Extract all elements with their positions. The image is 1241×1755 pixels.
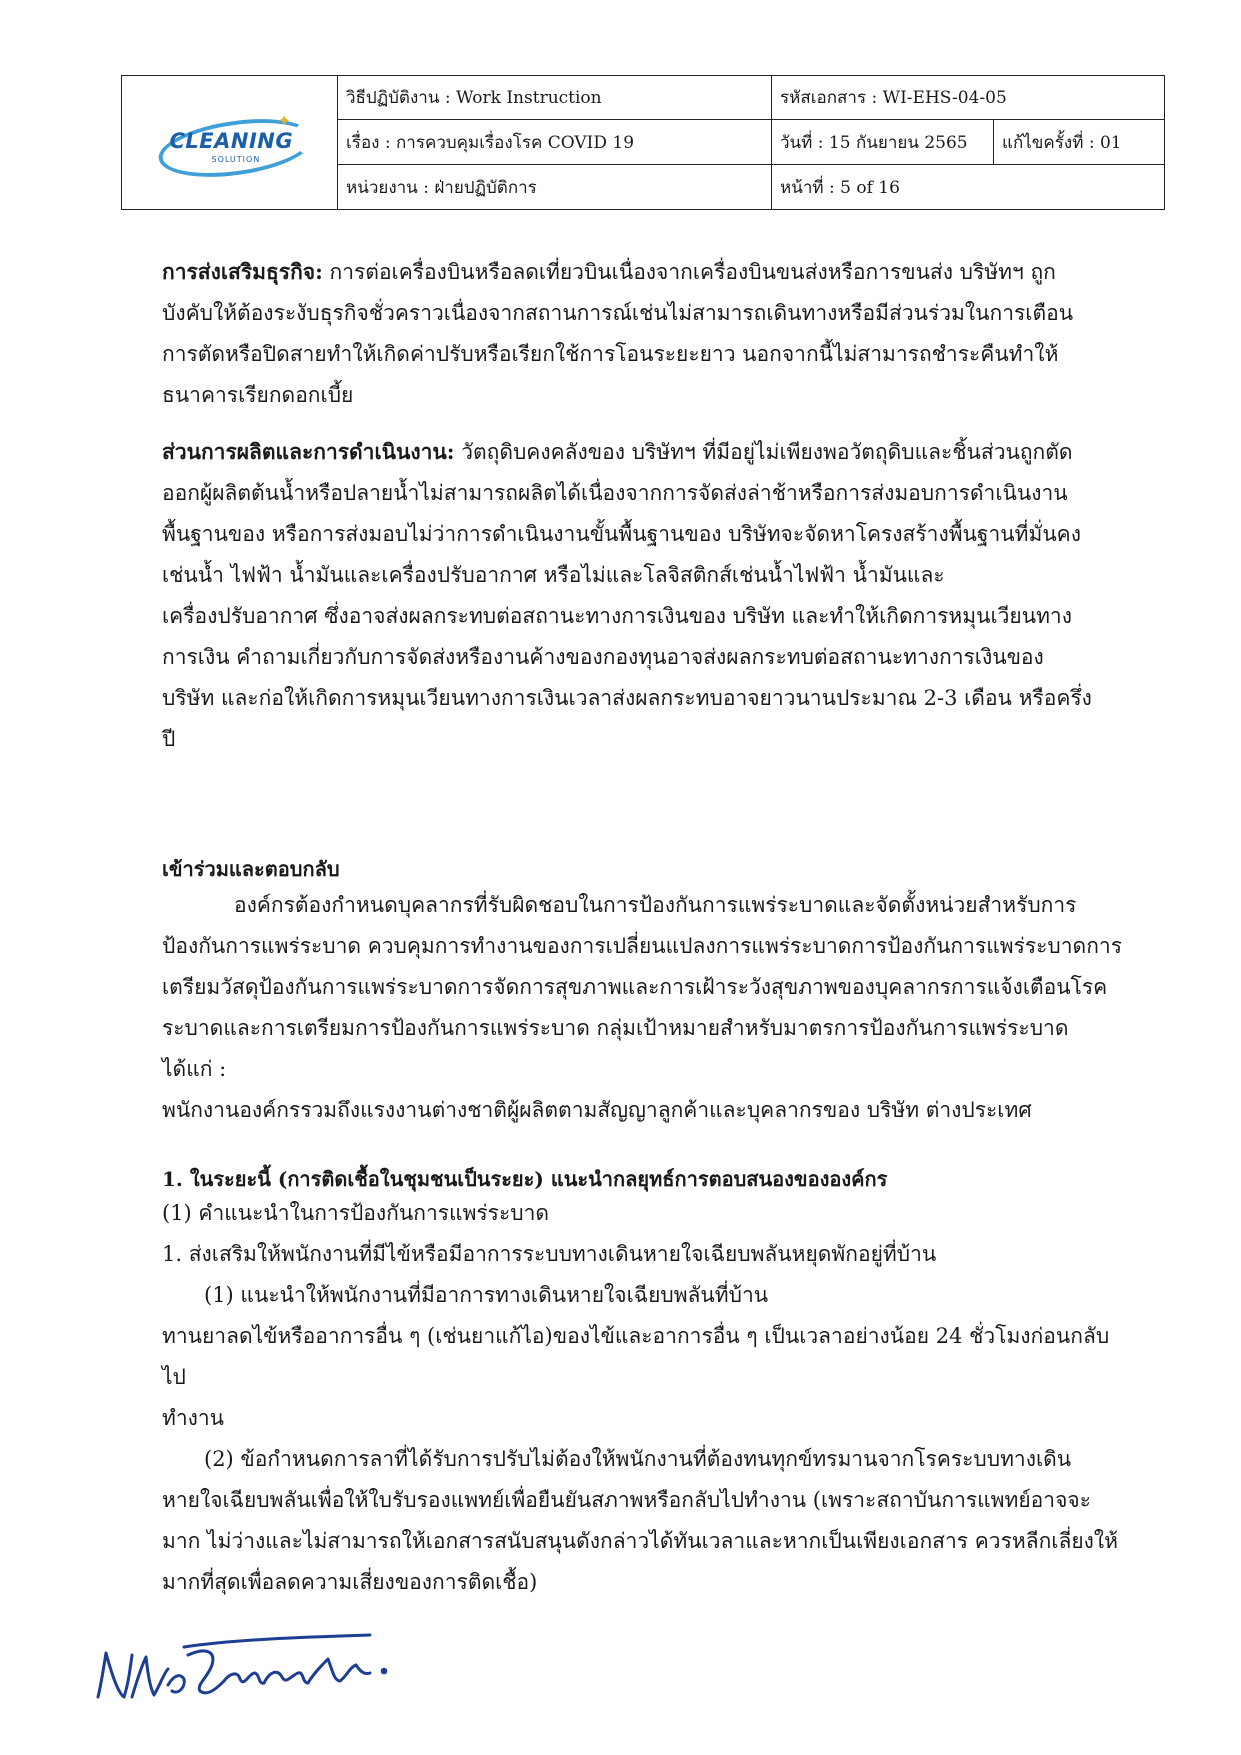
paragraph-line: ทำงาน <box>162 1406 225 1430</box>
participation-paragraph <box>162 885 1125 1131</box>
logo-text: CLEANING <box>169 128 294 153</box>
production-operations-paragraph <box>162 431 1125 760</box>
paragraph-line: ป้องกันการแพร่ระบาด ควบคุมการทำงานของการเปลี่ยนแปลงการแพร่ระบาดการป้องกันการแพร่ระบาดการ <box>162 934 1122 958</box>
paragraph-line: ปี <box>162 727 176 751</box>
paragraph-line: (2) ข้อกำหนดการลาที่ได้รับการปรับไม่ต้องให้พนักงานที่ต้องทนทุกข์ทรมานจากโรคระบบทางเดิน <box>204 1447 1072 1471</box>
logo-subtext: SOLUTION <box>211 154 261 164</box>
section-label: ส่วนการผลิตและการดำเนินงาน: <box>162 439 455 464</box>
document-header-table <box>121 75 1165 210</box>
doc-type: วิธีปฏิบัติงาน : Work Instruction <box>338 76 772 120</box>
paragraph-line: หายใจเฉียบพลันเพื่อให้ใบรับรองแพทย์เพื่อยืนยันสภาพหรือกลับไปทำงาน (เพราะสถาบันการแพทย์อาจจะ <box>162 1488 1091 1512</box>
paragraph-line: มาก ไม่ว่างและไม่สามารถให้เอกสารสนับสนุนดังกล่าวได้ทันเวลาและหากเป็นเพียงเอกสาร ควรหลีกเลี่ยงให้ <box>162 1529 1118 1553</box>
doc-subject: เรื่อง : การควบคุมเรื่องโรค COVID 19 <box>338 120 772 165</box>
paragraph-line: การตัดหรือปิดสายทำให้เกิดค่าปรับหรือเรียกใช้การโอนระยะยาว นอกจากนี้ไม่สามารถชำระคืนทำให้ <box>162 342 1059 366</box>
paragraph-line: การต่อเครื่องบินหรือลดเที่ยวบินเนื่องจากเครื่องบินขนส่งหรือการขนส่ง บริษัทฯ ถูก <box>322 260 1056 284</box>
paragraph-line: เครื่องปรับอากาศ ซึ่งอาจส่งผลกระทบต่อสถานะทางการเงินของ บริษัท และทำให้เกิดการหมุนเวียนทาง <box>162 604 1072 628</box>
paragraph-line: (1) แนะนำให้พนักงานที่มีอาการทางเดินหายใจเฉียบพลันที่บ้าน <box>204 1283 769 1307</box>
section-heading: 1. ในระยะนี้ (การติดเชื้อในชุมชนเป็นระยะ) แนะนำกลยุทธ์การตอบสนองขององค์กร <box>162 1167 888 1191</box>
paragraph-line: บริษัท และก่อให้เกิดการหมุนเวียนทางการเงินเวลาส่งผลกระทบอาจยาวนานประมาณ 2-3 เดือน หรือครึ่ง <box>162 686 1092 710</box>
business-promotion-paragraph <box>162 251 1125 416</box>
paragraph-line: เตรียมวัสดุป้องกันการแพร่ระบาดการจัดการสุขภาพและการเฝ้าระวังสุขภาพของบุคลากรการแจ้งเตือนโรค <box>162 975 1108 999</box>
paragraph-line: ระบาดและการเตรียมการป้องกันการแพร่ระบาด กลุ่มเป้าหมายสำหรับมาตรการป้องกันการแพร่ระบาด ได้แก่ : <box>162 1016 1069 1081</box>
handwritten-signature <box>88 1625 418 1715</box>
doc-revision: แก้ไขครั้งที่ : 01 <box>994 120 1165 165</box>
doc-page-number: หน้าที่ : 5 of 16 <box>772 165 1165 210</box>
doc-code: รหัสเอกสาร : WI-EHS-04-05 <box>772 76 1165 120</box>
paragraph-line: พนักงานองค์กรรวมถึงแรงงานต่างชาติผู้ผลิตตามสัญญาลูกค้าและบุคลากรของ บริษัท ต่างประเทศ <box>162 1098 1032 1122</box>
paragraph-line: พื้นฐานของ หรือการส่งมอบไม่ว่าการดำเนินงานขั้นพื้นฐานของ บริษัทจะจัดหาโครงสร้างพื้นฐานที่มั่นคง <box>162 522 1081 546</box>
paragraph-line: การเงิน คำถามเกี่ยวกับการจัดส่งหรืองานค้างของกองทุนอาจส่งผลกระทบต่อสถานะทางการเงินของ <box>162 645 1044 669</box>
paragraph-line: (1) คำแนะนำในการป้องกันการแพร่ระบาด <box>162 1201 550 1225</box>
doc-department: หน่วยงาน : ฝ่ายปฏิบัติการ <box>338 165 772 210</box>
doc-date: วันที่ : 15 กันยายน 2565 <box>772 120 994 165</box>
paragraph-line: ธนาคารเรียกดอกเบี้ย <box>162 383 354 407</box>
cleaning-solution-logo: ✦ CLEANING SOLUTION <box>152 119 308 167</box>
section-label: การส่งเสริมธุรกิจ: <box>162 259 323 284</box>
paragraph-line: ทานยาลดไข้หรืออาการอื่น ๆ (เช่นยาแก้ไอ)ของไข้และอาการอื่น ๆ เป็นเวลาอย่างน้อย 24 ชั่วโมงก่อนกลับไป <box>162 1324 1110 1389</box>
section-heading: เข้าร่วมและตอบกลับ <box>162 857 340 881</box>
paragraph-line: เช่นน้ำ ไฟฟ้า น้ำมันและเครื่องปรับอากาศ หรือไม่และโลจิสติกส์เช่นน้ำไฟฟ้า น้ำมันและ <box>162 563 945 587</box>
paragraph-line: บังคับให้ต้องระงับธุรกิจชั่วคราวเนื่องจากสถานการณ์เช่นไม่สามารถเดินทางหรือมีส่วนร่วมในการเตือน <box>162 301 1074 325</box>
company-logo-cell <box>122 76 338 210</box>
paragraph-line: มากที่สุดเพื่อลดความเสี่ยงของการติดเชื้อ) <box>162 1570 538 1594</box>
paragraph-line: วัตถุดิบคงคลังของ บริษัทฯ ที่มีอยู่ไม่เพียงพอวัตถุดิบและชิ้นส่วนถูกตัด <box>454 440 1073 464</box>
strategy-paragraph <box>162 1193 1125 1603</box>
paragraph-line: องค์กรต้องกำหนดบุคลากรที่รับผิดชอบในการป้องกันการแพร่ระบาดและจัดตั้งหน่วยสำหรับการ <box>234 893 1077 917</box>
paragraph-line: 1. ส่งเสริมให้พนักงานที่มีไข้หรือมีอาการระบบทางเดินหายใจเฉียบพลันหยุดพักอยู่ที่บ้าน <box>162 1242 937 1266</box>
paragraph-line: ออกผู้ผลิตต้นน้ำหรือปลายน้ำไม่สามารถผลิตได้เนื่องจากการจัดส่งล่าช้าหรือการส่งมอบการดำเนินงาน <box>162 481 1068 505</box>
